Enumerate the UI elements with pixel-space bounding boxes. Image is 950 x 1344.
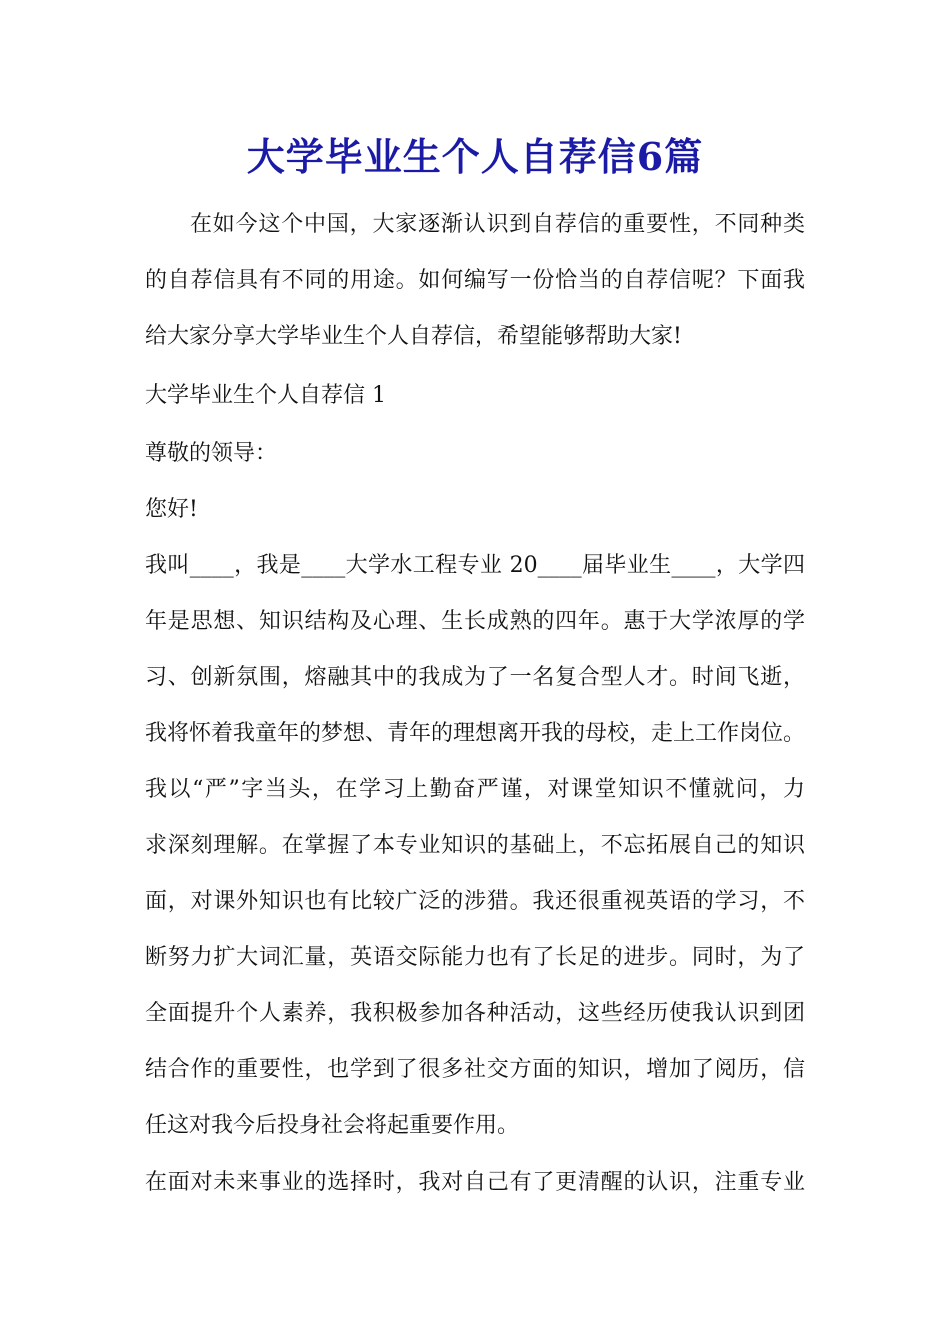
body-line-3: 习、创新氛围，熔融其中的我成为了一名复合型人才。时间飞逝， xyxy=(145,665,805,690)
body-line-7: 面，对课外知识也有比较广泛的涉猎。我还很重视英语的学习，不 xyxy=(145,889,805,914)
body-line-4: 我将怀着我童年的梦想、青年的理想离开我的母校，走上工作岗位。 xyxy=(145,721,806,746)
salutation: 尊敬的领导： xyxy=(145,441,278,466)
body2-line-1: 在面对未来事业的选择时，我对自己有了更清醒的认识，注重专业 xyxy=(145,1170,805,1195)
body-line-11: 任这对我今后投身社会将起重要作用。 xyxy=(145,1113,520,1138)
document-title: 大学毕业生个人自荐信6篇 xyxy=(246,134,704,179)
body-line-8: 断努力扩大词汇量，英语交际能力也有了长足的进步。同时，为了 xyxy=(145,945,805,970)
intro-line-2: 的自荐信具有不同的用途。如何编写一份恰当的自荐信呢？下面我 xyxy=(145,268,805,293)
intro-line-3: 给大家分享大学毕业生个人自荐信，希望能够帮助大家! xyxy=(145,324,682,349)
section-heading: 大学毕业生个人自荐信 1 xyxy=(145,383,386,408)
body-line-1: 我叫____，我是____大学水工程专业 20____届毕业生____，大学四 xyxy=(145,553,805,578)
intro-line-1: 在如今这个中国，大家逐渐认识到自荐信的重要性，不同种类 xyxy=(190,212,805,237)
body-line-9: 全面提升个人素养，我积极参加各种活动，这些经历使我认识到团 xyxy=(145,1001,805,1026)
body-line-10: 结合作的重要性，也学到了很多社交方面的知识，增加了阅历，信 xyxy=(145,1057,805,1082)
greeting: 您好! xyxy=(145,497,198,522)
body-line-5: 我以“严”字当头，在学习上勤奋严谨，对课堂知识不懂就问，力 xyxy=(145,777,805,802)
body-line-2: 年是思想、知识结构及心理、生长成熟的四年。惠于大学浓厚的学 xyxy=(145,609,805,634)
body-line-6: 求深刻理解。在掌握了本专业知识的基础上，不忘拓展自己的知识 xyxy=(145,833,805,858)
